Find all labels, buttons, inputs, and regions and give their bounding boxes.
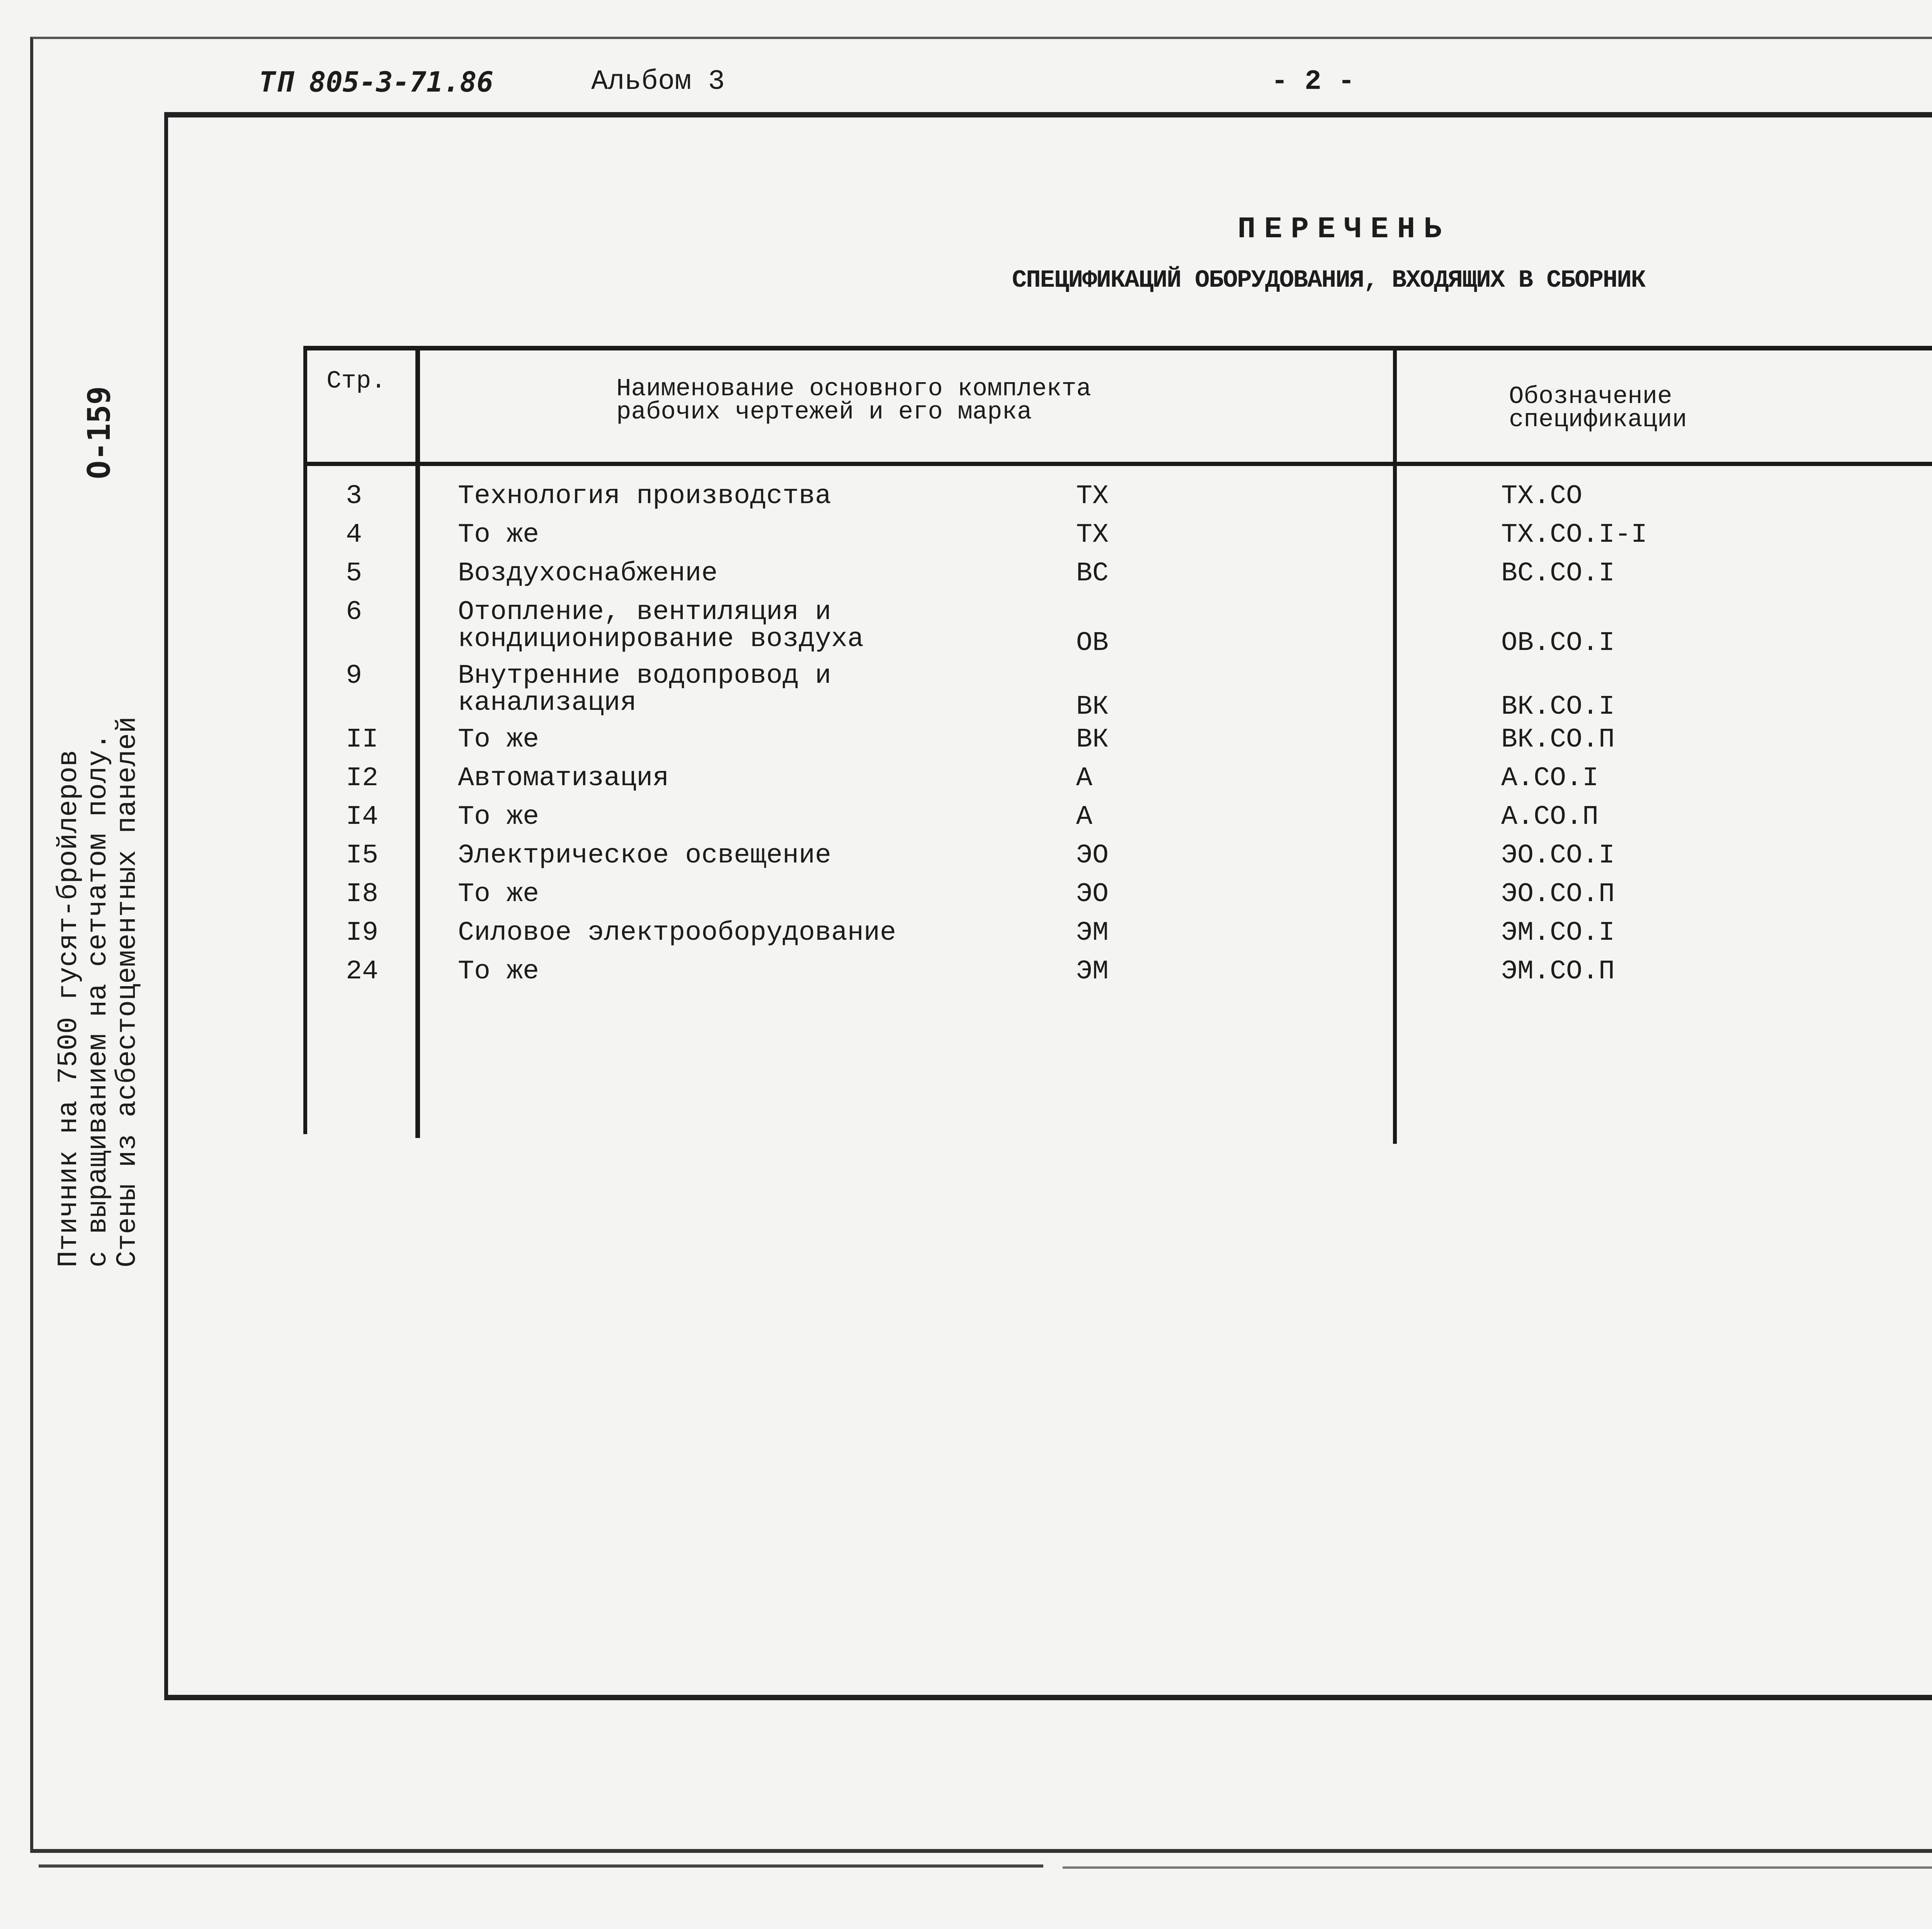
row-name: Электрическое освещение (458, 840, 832, 871)
row-spec: ВС.СО.I (1501, 558, 1615, 589)
row-mark: А (1076, 802, 1093, 832)
column-divider-3 (1393, 346, 1397, 1144)
row-mark: ЭО (1076, 879, 1109, 910)
row-mark: ОВ (1076, 628, 1109, 658)
side-stamp-code: О-159 (81, 386, 117, 479)
table-top-line (303, 346, 1932, 350)
row-mark: ТХ (1076, 481, 1109, 512)
side-stamp (54, 716, 142, 1267)
header-spec-line1: Обозначение (1509, 383, 1672, 411)
row-page: 3 (346, 481, 362, 512)
row-name: Технология производства (458, 481, 832, 512)
row-page: I5 (346, 840, 379, 871)
spec-table (303, 346, 1932, 1146)
row-mark: А (1076, 763, 1093, 794)
row-spec: А.СО.I (1501, 763, 1599, 794)
bottom-rule-left (39, 1864, 1043, 1868)
row-page: 5 (346, 558, 362, 589)
row-spec: А.СО.П (1501, 802, 1599, 832)
row-name: Автоматизация (458, 763, 669, 794)
row-name: То же (458, 802, 539, 832)
column-divider-1 (303, 346, 307, 1134)
row-page: II (346, 725, 379, 755)
side-stamp-line1: Птичник на 7500 гусят-бройлеров (53, 750, 85, 1267)
row-spec: ЭМ.СО.П (1501, 956, 1615, 987)
table-header-bottom-line (303, 462, 1932, 466)
row-page: 6 (346, 597, 362, 628)
row-name: То же (458, 956, 539, 987)
row-spec: ВК.СО.П (1501, 725, 1615, 755)
side-stamp-line2: с выращиванием на сетчатом полу. (82, 733, 114, 1267)
row-name: Отопление, вентиляция и (458, 597, 832, 628)
row-page: I9 (346, 918, 379, 948)
header-name-line1: Наименование основного комплекта (616, 375, 1091, 403)
row-name: То же (458, 725, 539, 755)
row-page: I4 (346, 802, 379, 832)
row-page: I8 (346, 879, 379, 910)
side-stamp-line3: Стены из асбестоцементных панелей (112, 716, 143, 1267)
row-spec: ТХ.СО (1501, 481, 1583, 512)
album-label: Альбом 3 (591, 66, 725, 97)
column-divider-2 (415, 346, 420, 1138)
row-name: То же (458, 520, 539, 550)
row-mark: ЭМ (1076, 956, 1109, 987)
header-name-line2: рабочих чертежей и его марка (616, 398, 1032, 426)
row-mark: ЭО (1076, 840, 1109, 871)
row-page: 4 (346, 520, 362, 550)
page-subtitle: СПЕЦИФИКАЦИЙ ОБОРУДОВАНИЯ, ВХОДЯЩИХ В СБОРНИК (1012, 267, 1645, 294)
row-name: То же (458, 879, 539, 910)
row-spec: ЭО.СО.I (1501, 840, 1615, 871)
row-name-continued: кондиционирование воздуха (458, 624, 864, 655)
row-spec: ЭМ.СО.I (1501, 918, 1615, 948)
document-code: ТП 805-3-71.86 (259, 66, 493, 98)
row-name-continued: канализация (458, 688, 637, 718)
row-mark: ВК (1076, 725, 1109, 755)
row-mark: ВС (1076, 558, 1109, 589)
row-spec: ВК.СО.I (1501, 692, 1615, 722)
header-page: Стр. (327, 367, 386, 395)
row-page: 24 (346, 956, 379, 987)
header-spec-line2: спецификации (1509, 406, 1687, 434)
page-title: ПЕРЕЧЕНЬ (1237, 213, 1451, 247)
row-name: Внутренние водопровод и (458, 661, 832, 691)
row-spec: ЭО.СО.П (1501, 879, 1615, 910)
page-number: - 2 - (1271, 66, 1355, 97)
row-spec: ТХ.СО.I-I (1501, 520, 1648, 550)
row-spec: ОВ.СО.I (1501, 628, 1615, 658)
bottom-rule-right (1063, 1866, 1932, 1869)
row-name: Силовое электрооборудование (458, 918, 896, 948)
row-mark: ТХ (1076, 520, 1109, 550)
row-page: 9 (346, 661, 362, 691)
row-name: Воздухоснабжение (458, 558, 718, 589)
row-page: I2 (346, 763, 379, 794)
row-mark: ВК (1076, 692, 1109, 722)
row-mark: ЭМ (1076, 918, 1109, 948)
